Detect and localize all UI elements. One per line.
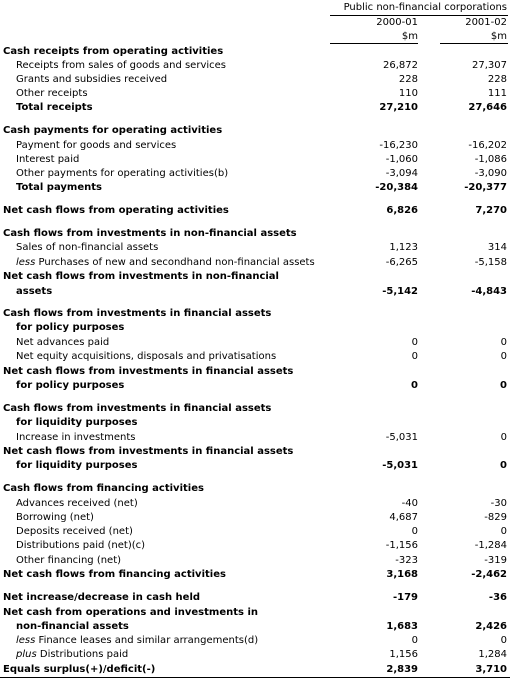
row-label (16, 336, 109, 350)
row-label-text: Equals surplus(+)/deficit(-) (3, 664, 156, 675)
table-row (0, 431, 510, 445)
value-2001-02: 7,270 (475, 205, 507, 216)
table-row (0, 101, 510, 115)
row-label (16, 101, 93, 115)
table-row (0, 167, 510, 181)
value-2000-01: 27,210 (379, 102, 418, 113)
value-2001-02: 228 (487, 74, 507, 85)
table-row (0, 482, 510, 496)
value-2001-02: 314 (487, 242, 507, 253)
row-label (16, 634, 258, 648)
table-row (0, 256, 510, 270)
value-2001-02: 0 (500, 432, 507, 443)
table-row (0, 87, 510, 101)
row-label (3, 45, 223, 59)
row-label-text: Net cash flows from investments in non-financial (3, 271, 279, 282)
row-label-prefix: less (16, 635, 36, 646)
row-label-text: for liquidity purposes (16, 460, 138, 471)
value-2000-01: -5,031 (385, 432, 418, 443)
row-label (16, 525, 133, 539)
row-label-text: for policy purposes (16, 380, 125, 391)
value-2000-01: -40 (401, 498, 418, 509)
value-2000-01: -1,060 (385, 154, 418, 165)
unit-label-col1: $m (401, 31, 418, 42)
row-label (16, 73, 167, 87)
table-row (0, 307, 510, 321)
row-label (3, 663, 155, 677)
row-label (16, 350, 276, 364)
table-row (0, 153, 510, 167)
value-2001-02: 111 (487, 88, 507, 99)
table-row (0, 539, 510, 553)
table-row (0, 445, 510, 459)
value-2000-01: -16,230 (379, 140, 418, 151)
table-row (0, 336, 510, 350)
row-label-prefix: less (16, 257, 36, 268)
row-label-text: Cash flows from investments in financial assets (3, 308, 272, 319)
value-2001-02: -319 (484, 555, 507, 566)
row-label-text: Cash payments for operating activities (3, 125, 223, 136)
unit-label-col2: $m (490, 31, 507, 42)
row-label-text: Payment for goods and services (16, 140, 177, 151)
row-label-text: for policy purposes (16, 322, 125, 333)
row-label (16, 139, 176, 153)
value-2001-02: -30 (490, 498, 507, 509)
table-row (0, 648, 510, 662)
value-2000-01: 0 (411, 351, 418, 362)
header-rule-right (440, 43, 508, 44)
table-row (0, 124, 510, 138)
row-label (3, 568, 226, 582)
value-2000-01: -179 (392, 592, 418, 603)
row-label (16, 511, 94, 525)
row-label-text: Cash flows from investments in non-financial assets (3, 228, 297, 239)
row-label (3, 482, 204, 496)
row-label (3, 204, 229, 218)
row-label-prefix: plus (16, 649, 37, 660)
value-2000-01: -20,384 (375, 182, 418, 193)
table-row (0, 181, 510, 195)
row-label-text: Net equity acquisitions, disposals and privatisations (16, 351, 277, 362)
value-2000-01: -1,156 (385, 540, 418, 551)
row-label-text: Cash receipts from operating activities (3, 46, 224, 57)
value-2000-01: 6,826 (386, 205, 418, 216)
row-label (3, 402, 271, 416)
value-2000-01: -6,265 (385, 257, 418, 268)
value-2000-01: 228 (398, 74, 418, 85)
row-label (16, 431, 135, 445)
row-label (3, 307, 271, 321)
row-label-text: Net cash flows from investments in financial assets (3, 366, 294, 377)
value-2000-01: 3,168 (386, 569, 418, 580)
row-label (16, 241, 158, 255)
value-2001-02: 0 (500, 526, 507, 537)
table-row (0, 620, 510, 634)
row-label (16, 59, 226, 73)
value-2001-02: 0 (500, 351, 507, 362)
value-2001-02: -20,377 (464, 182, 507, 193)
row-label (16, 539, 145, 553)
value-2000-01: 110 (398, 88, 418, 99)
row-label-text: Total payments (16, 182, 102, 193)
value-2000-01: 0 (411, 526, 418, 537)
row-label (16, 153, 79, 167)
row-label (16, 648, 128, 662)
table-row (0, 416, 510, 430)
row-label (16, 285, 52, 299)
value-2000-01: -3,094 (385, 168, 418, 179)
row-label (16, 620, 129, 634)
value-2001-02: -829 (484, 512, 507, 523)
row-label-text: Net increase/decrease in cash held (3, 592, 201, 603)
table-row (0, 568, 510, 582)
value-2001-02: -1,284 (474, 540, 507, 551)
row-label (16, 87, 88, 101)
table-row (0, 139, 510, 153)
value-2001-02: 27,646 (468, 102, 507, 113)
row-label-text: Distributions paid (36, 649, 129, 660)
table-row (0, 227, 510, 241)
table-row (0, 45, 510, 59)
row-label-text: Net cash from operations and investments in (3, 607, 258, 618)
row-label-text: Net advances paid (16, 337, 110, 348)
table-row (0, 379, 510, 393)
row-label-text: Receipts from sales of goods and services (16, 60, 227, 71)
row-label (16, 181, 102, 195)
table-row (0, 525, 510, 539)
value-2001-02: -3,090 (474, 168, 507, 179)
value-2000-01: 1,123 (389, 242, 418, 253)
row-label-text: Interest paid (16, 154, 80, 165)
row-label (16, 321, 124, 335)
row-label (3, 270, 279, 284)
value-2001-02: -1,086 (474, 154, 507, 165)
row-label-text: Cash flows from financing activities (3, 483, 204, 494)
table-row (0, 321, 510, 335)
row-label (16, 256, 315, 270)
row-label-text: Sales of non-financial assets (16, 242, 159, 253)
row-label (3, 606, 258, 620)
table-bottom-rule (0, 677, 510, 678)
value-2000-01: 1,683 (386, 621, 418, 632)
table-row (0, 241, 510, 255)
value-2000-01: 1,156 (389, 649, 418, 660)
row-label-text: Cash flows from investments in financial assets (3, 403, 272, 414)
row-label-text: Finance leases and similar arrangements(d) (35, 635, 259, 646)
table-row (0, 663, 510, 677)
row-label (16, 416, 137, 430)
row-label-text: Deposits received (net) (16, 526, 133, 537)
row-label-text: Other financing (net) (16, 555, 122, 566)
table-row (0, 402, 510, 416)
row-label-text: Net cash flows from operating activities (3, 205, 229, 216)
row-label-text: Purchases of new and secondhand non-financial assets (35, 257, 315, 268)
value-2001-02: -4,843 (471, 286, 507, 297)
column-header-2000-01: 2000-01 (376, 17, 418, 28)
value-2001-02: -5,158 (474, 257, 507, 268)
row-label-text: Grants and subsidies received (16, 74, 168, 85)
value-2001-02: 0 (500, 380, 507, 391)
value-2000-01: 0 (411, 337, 418, 348)
table-row (0, 365, 510, 379)
value-2001-02: 1,284 (478, 649, 507, 660)
value-2000-01: -323 (395, 555, 418, 566)
row-label-text: Other receipts (16, 88, 88, 99)
row-label-text: Advances received (net) (16, 498, 138, 509)
table-row (0, 285, 510, 299)
row-label (3, 591, 200, 605)
row-label (16, 459, 137, 473)
row-label (3, 227, 297, 241)
value-2001-02: 2,426 (475, 621, 507, 632)
row-label-text: Total receipts (16, 102, 93, 113)
value-2001-02: -2,462 (471, 569, 507, 580)
value-2000-01: 4,687 (389, 512, 418, 523)
value-2000-01: 0 (411, 635, 418, 646)
row-label-text: Other payments for operating activities(b) (16, 168, 229, 179)
value-2001-02: 3,710 (475, 664, 507, 675)
table-row (0, 497, 510, 511)
value-2001-02: -36 (488, 592, 507, 603)
table-row (0, 350, 510, 364)
header-rule-top (330, 15, 508, 16)
value-2000-01: 2,839 (386, 664, 418, 675)
row-label-text: Borrowing (net) (16, 512, 94, 523)
row-label (3, 365, 293, 379)
table-row (0, 270, 510, 284)
column-header-2001-02: 2001-02 (465, 17, 507, 28)
value-2001-02: 0 (500, 635, 507, 646)
row-label-text: Distributions paid (net)(c) (16, 540, 146, 551)
table-row (0, 73, 510, 87)
row-label-text: Increase in investments (16, 432, 136, 443)
column-group-label: Public non-financial corporations (343, 2, 507, 13)
row-label (16, 167, 228, 181)
value-2001-02: 0 (500, 337, 507, 348)
value-2000-01: -5,031 (382, 460, 418, 471)
value-2001-02: 0 (500, 460, 507, 471)
row-label-text: Net cash flows from financing activities (3, 569, 226, 580)
table-row (0, 59, 510, 73)
row-label (3, 124, 222, 138)
table-row (0, 591, 510, 605)
row-label (16, 379, 124, 393)
row-label (3, 445, 293, 459)
value-2001-02: 27,307 (472, 60, 507, 71)
row-label (16, 497, 138, 511)
row-label-text: assets (16, 286, 53, 297)
table-row (0, 459, 510, 473)
value-2000-01: 0 (411, 380, 418, 391)
value-2000-01: 26,872 (383, 60, 418, 71)
table-row (0, 204, 510, 218)
table-row (0, 511, 510, 525)
row-label-text: Net cash flows from investments in financial assets (3, 446, 294, 457)
header-rule-left (330, 43, 418, 44)
value-2000-01: -5,142 (382, 286, 418, 297)
table-row (0, 606, 510, 620)
table-row (0, 634, 510, 648)
value-2001-02: -16,202 (468, 140, 507, 151)
row-label-text: for liquidity purposes (16, 417, 138, 428)
row-label (16, 554, 121, 568)
row-label-text: non-financial assets (16, 621, 129, 632)
table-row (0, 554, 510, 568)
